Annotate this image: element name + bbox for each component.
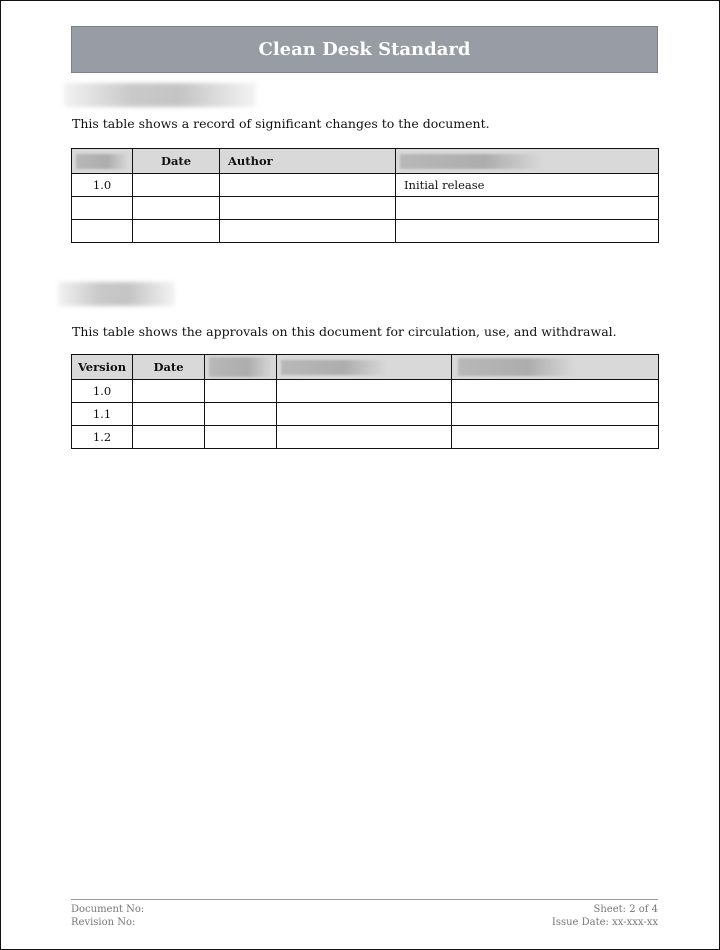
column-header-redacted: [396, 149, 659, 174]
table-cell: [205, 426, 277, 449]
table-header-row: [72, 355, 659, 380]
column-header-redacted: [72, 149, 133, 174]
column-header-redacted: [452, 355, 659, 380]
table-header-row: [72, 149, 659, 174]
document-title: Clean Desk Standard: [258, 39, 471, 60]
revision-intro-text: This table shows a record of significant changes to the document.: [72, 116, 490, 131]
date-cell: [133, 220, 220, 243]
author-cell: [220, 197, 396, 220]
column-header-redacted: [277, 355, 452, 380]
description-cell: Initial release: [396, 174, 659, 197]
date-cell: [133, 197, 220, 220]
column-header-author: Author: [220, 149, 396, 174]
approvals-table: [71, 354, 659, 449]
version-cell: [72, 220, 133, 243]
table-cell: [452, 380, 659, 403]
page-footer: [71, 899, 658, 929]
version-cell: 1.1: [72, 403, 133, 426]
document-number-label: Document No:: [71, 904, 145, 915]
version-cell: [72, 197, 133, 220]
table-cell: [277, 380, 452, 403]
table-row: [72, 220, 659, 243]
date-cell: [133, 174, 220, 197]
section-heading-redacted: [58, 282, 175, 306]
table-row: [72, 380, 659, 403]
date-cell: [133, 380, 205, 403]
column-header-date: Date: [133, 149, 220, 174]
table-row: [72, 403, 659, 426]
section-heading-redacted: [64, 83, 256, 107]
revision-history-table: [71, 148, 659, 243]
table-cell: [452, 403, 659, 426]
issue-date: Issue Date: xx-xxx-xx: [551, 917, 658, 928]
table-cell: [277, 403, 452, 426]
description-cell: [396, 220, 659, 243]
table-cell: [205, 403, 277, 426]
date-cell: [133, 403, 205, 426]
version-cell: 1.0: [72, 380, 133, 403]
revision-number-label: Revision No:: [71, 917, 136, 928]
table-row: [72, 174, 659, 197]
column-header-date: Date: [133, 355, 205, 380]
title-banner: [71, 26, 658, 73]
description-cell: [396, 197, 659, 220]
author-cell: [220, 220, 396, 243]
table-row: [72, 197, 659, 220]
table-row: [72, 426, 659, 449]
table-cell: [277, 426, 452, 449]
column-header-redacted: [205, 355, 277, 380]
sheet-number: Sheet: 2 of 4: [593, 904, 658, 915]
version-cell: 1.0: [72, 174, 133, 197]
version-cell: 1.2: [72, 426, 133, 449]
table-cell: [452, 426, 659, 449]
author-cell: [220, 174, 396, 197]
table-cell: [205, 380, 277, 403]
column-header-version: Version: [72, 355, 133, 380]
date-cell: [133, 426, 205, 449]
approval-intro-text: This table shows the approvals on this document for circulation, use, and withdrawal.: [72, 324, 617, 339]
